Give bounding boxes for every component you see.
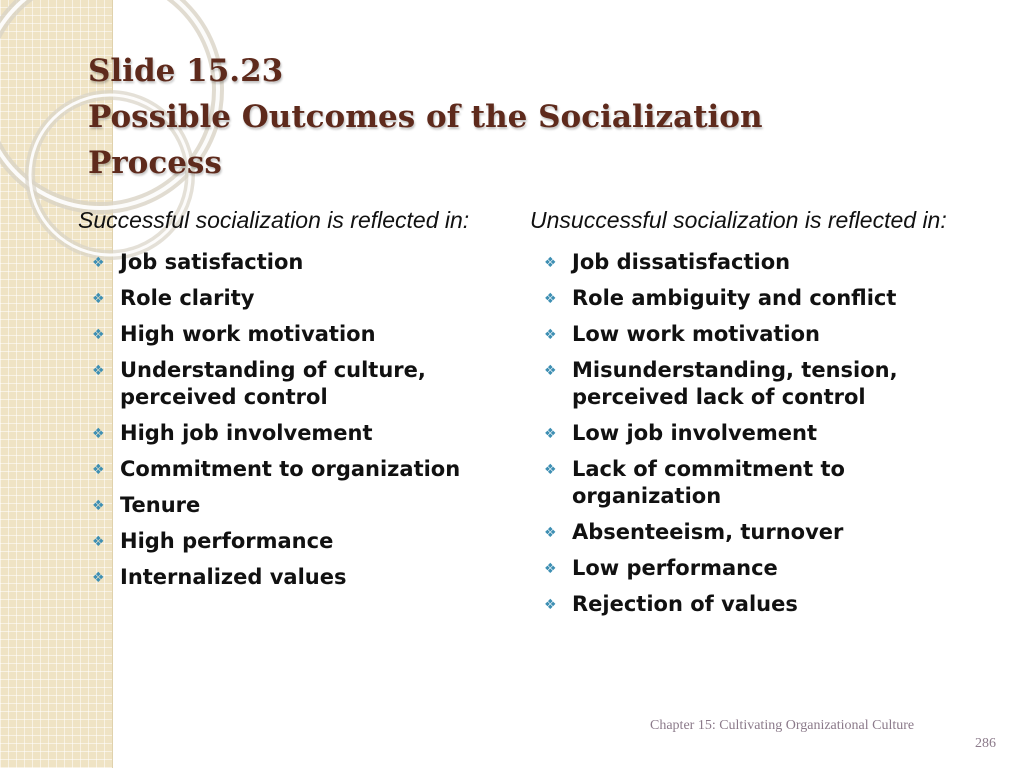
successful-heading: Successful socialization is reflected in: [78,207,470,233]
diamond-bullet-icon: ❖ [544,525,557,541]
diamond-bullet-icon: ❖ [92,462,105,478]
list-item: ❖ Low performance [544,555,960,582]
list-item: ❖ Low work motivation [544,321,960,348]
diamond-bullet-icon: ❖ [544,597,557,613]
diamond-bullet-icon: ❖ [92,255,105,271]
diamond-bullet-icon: ❖ [92,363,105,379]
diamond-bullet-icon: ❖ [92,570,105,586]
diamond-bullet-icon: ❖ [92,534,105,550]
diamond-bullet-icon: ❖ [544,561,557,577]
diamond-bullet-icon: ❖ [544,363,557,379]
list-item: ❖ High performance [92,528,498,555]
diamond-bullet-icon: ❖ [92,426,105,442]
list-item: ❖ Internalized values [92,564,498,591]
footer-chapter-title: Chapter 15: Cultivating Organizational Culture [650,718,915,733]
list-item: ❖ Job satisfaction [92,249,498,276]
list-item: ❖ Job dissatisfaction [544,249,960,276]
successful-column [78,203,498,600]
list-item: ❖ Misunderstanding, tension, perceived lack of control [544,358,898,409]
list-item: ❖ Commitment to organization [92,456,498,483]
diamond-bullet-icon: ❖ [544,327,557,343]
diamond-bullet-icon: ❖ [544,462,557,478]
unsuccessful-list [530,249,960,618]
list-item: ❖ Role clarity [92,285,498,312]
successful-list [78,249,498,591]
slide-number: Slide 15.23 [88,53,284,89]
list-item: ❖ High work motivation [92,321,498,348]
slide-heading: Possible Outcomes of the Socialization Process [88,99,763,181]
slide-title [88,48,848,186]
list-item: ❖ Lack of commitment to organization [544,457,845,508]
list-item: ❖ Rejection of values [544,591,960,618]
list-item: ❖ Tenure [92,492,498,519]
unsuccessful-column [530,203,960,627]
page-number: 286 [975,736,996,751]
list-item: ❖ Low job involvement [544,420,960,447]
diamond-bullet-icon: ❖ [544,291,557,307]
unsuccessful-heading: Unsuccessful socialization is reflected in: [530,207,947,233]
diamond-bullet-icon: ❖ [544,426,557,442]
diamond-bullet-icon: ❖ [92,327,105,343]
list-item: ❖ Role ambiguity and conflict [544,285,960,312]
diamond-bullet-icon: ❖ [544,255,557,271]
list-item: ❖ Understanding of culture, perceived control [92,358,426,409]
list-item: ❖ High job involvement [92,420,498,447]
diamond-bullet-icon: ❖ [92,291,105,307]
diamond-bullet-icon: ❖ [92,498,105,514]
list-item: ❖ Absenteeism, turnover [544,519,960,546]
